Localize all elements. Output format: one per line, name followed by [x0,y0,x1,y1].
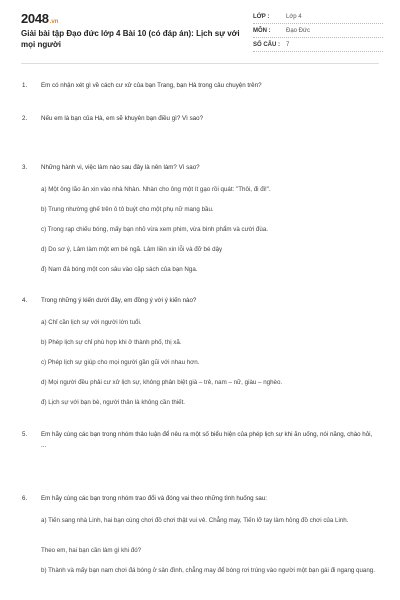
question-4-option-b: b) Phép lịch sự chỉ phù hợp khi ở thành phố, thị xã. [41,339,182,346]
logo-main-text: 2048 [21,11,49,26]
question-text: Những hành vi, việc làm nào sau đây là nên làm? Vì sao? [41,164,200,171]
question-number: 4. [22,297,28,304]
meta-key-grade: LỚP : [253,14,270,20]
meta-value-grade: Lớp 4 [286,14,302,20]
meta-row-grade [253,10,383,24]
meta-value-question-count: 7 [286,42,290,48]
meta-key-subject: MÔN : [253,28,271,34]
question-4-option-d: d) Mọi người đều phải cư xử lịch sự, không phân biệt già – trẻ, nam – nữ, giàu – nghèo. [41,379,283,386]
question-6-situation-b: b) Thành và mấy bạn nam chơi đá bóng ở sân đình, chẳng may để bóng rơi trúng vào người một bạn gái đi ngang quang. [41,567,375,574]
question-3-option-d: d) Do sơ ý, Lâm làm một em bé ngã. Lâm liền xin lỗi và đỡ bé dậy [41,246,223,253]
meta-dotted-line [253,51,383,52]
question-4-option-a: a) Chỉ cần lịch sự với người lớn tuổi. [41,319,142,326]
question-text: Trong những ý kiến dưới đây, em đồng ý với ý kiến nào? [41,297,197,304]
meta-value-subject: Đạo Đức [286,28,311,34]
question-3-option-c: c) Trong rạp chiếu bóng, mấy bạn nhỏ vừa xem phim, vừa bình phẩm và cười đùa. [41,226,268,233]
question-4-option-e: đ) Lịch sự với bạn bè, người thân là không cần thiết. [41,399,186,406]
document-title: Giải bài tập Đạo đức lớp 4 Bài 10 (có đáp án): Lịch sự với mọi người [21,29,240,49]
question-number: 2. [22,115,28,122]
meta-key-question-count: SỐ CÂU : [253,42,280,48]
header-divider [21,63,379,64]
question-6-prompt: Theo em, hai bạn cần làm gì khi đó? [41,547,142,554]
question-3-option-b: b) Trung nhường ghế trên ô tô buýt cho một phụ nữ mang bầu. [41,206,214,213]
question-text: Em hãy cùng các bạn trong nhóm trao đổi và đóng vai theo những tình huống sau: [41,495,268,502]
question-number: 3. [22,164,28,171]
question-number: 6. [22,495,28,502]
meta-row-question-count [253,38,383,52]
question-number: 5. [22,431,28,438]
question-6-situation-a: a) Tiến sang nhà Linh, hai bạn cùng chơi đồ chơi thật vui vẻ. Chẳng may, Tiến lỡ tay làm hỏng đồ chơi của Linh. [41,517,349,524]
question-3-option-a: a) Một ông lão ăn xin vào nhà Nhàn. Nhàn cho ông một ít gạo rồi quát: "Thôi, đi đi!". [41,186,271,193]
question-4-option-c: c) Phép lịch sự giúp cho mọi người gần gũi với nhau hơn. [41,359,200,366]
meta-row-subject [253,24,383,38]
question-3-option-e: đ) Nam đá bóng một con sâu vào cặp sách của bạn Nga. [41,266,198,273]
document-header [0,0,400,58]
site-logo[interactable] [21,10,58,26]
document-meta [253,10,383,52]
question-text: Nếu em là bạn của Hà, em sẽ khuyên bạn điều gì? Vì sao? [41,115,204,122]
logo-domain-text: .vn [49,19,59,25]
question-text: Em có nhận xét gì về cách cư xử của bạn Trang, bạn Hà trong câu chuyện trên? [41,82,262,89]
question-number: 1. [22,82,28,89]
question-5 [22,430,378,452]
question-text: Em hãy cùng các bạn trong nhóm thảo luận để nêu ra một số biểu hiện của phép lịch sự khi ăn uống, nói năng, chào hỏi, ... [41,431,373,449]
